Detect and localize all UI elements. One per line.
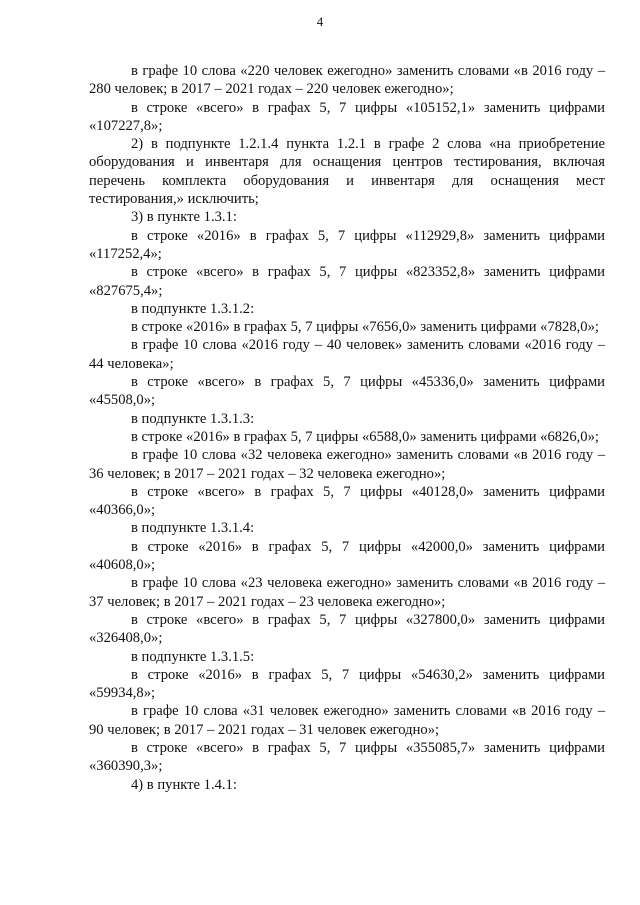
paragraph: в графе 10 слова «23 человека ежегодно» заменить словами «в 2016 году – 37 человек; в 2017 – 2021 годах – 23 человека ежегодно»; <box>89 575 605 610</box>
paragraph: в графе 10 слова «2016 году – 40 человек» заменить словами «2016 году – 44 человека»; <box>89 337 605 372</box>
paragraph: в подпункте 1.3.1.2: <box>131 300 255 317</box>
paragraph: в строке «всего» в графах 5, 7 цифры «355085,7» заменить цифрами «360390,3»; <box>89 739 605 775</box>
paragraph: в подпункте 1.3.1.3: <box>131 410 255 427</box>
paragraph: в подпункте 1.3.1.5: <box>131 648 255 665</box>
paragraph: в строке «2016» в графах 5, 7 цифры «42000,0» заменить цифрами «40608,0»; <box>89 538 605 574</box>
paragraph: 2) в подпункте 1.2.1.4 пункта 1.2.1 в графе 2 слова «на приобретение оборудования и инвентаря для оснащения центров тестирования, включая перечень комплекта оборудования и инвентаря для оснащения мест тестирования,» исключить; <box>89 136 605 208</box>
paragraph: в строке «2016» в графах 5, 7 цифры «112929,8» заменить цифрами «117252,4»; <box>89 227 605 262</box>
paragraph: в строке «всего» в графах 5, 7 цифры «45336,0» заменить цифрами «45508,0»; <box>89 374 605 409</box>
paragraph: в графе 10 слова «220 человек ежегодно» заменить словами «в 2016 году – 280 человек; в 2017 – 2021 годах – 220 человек ежегодно»; <box>89 63 605 98</box>
paragraph: в графе 10 слова «31 человек ежегодно» заменить словами «в 2016 году – 90 человек; в 2017 – 2021 годах – 31 человек ежегодно»; <box>89 703 605 738</box>
paragraph: в строке «всего» в графах 5, 7 цифры «105152,1» заменить цифрами «107227,8»; <box>89 99 605 134</box>
paragraph: в строке «2016» в графах 5, 7 цифры «54630,2» заменить цифрами «59934,8»; <box>89 666 605 702</box>
page-number: 4 <box>316 14 324 29</box>
paragraph: в строке «2016» в графах 5, 7 цифры «7656,0» заменить цифрами «7828,0»; <box>131 319 599 336</box>
document-body <box>89 62 605 794</box>
paragraph: в строке «всего» в графах 5, 7 цифры «40128,0» заменить цифрами «40366,0»; <box>89 483 605 519</box>
paragraph: 4) в пункте 1.4.1: <box>131 776 237 793</box>
paragraph: в графе 10 слова «32 человека ежегодно» заменить словами «в 2016 году – 36 человек; в 2017 – 2021 годах – 32 человека ежегодно»; <box>89 447 605 482</box>
paragraph: в подпункте 1.3.1.4: <box>131 520 255 537</box>
paragraph: в строке «всего» в графах 5, 7 цифры «823352,8» заменить цифрами «827675,4»; <box>89 264 605 299</box>
paragraph: в строке «всего» в графах 5, 7 цифры «327800,0» заменить цифрами «326408,0»; <box>89 611 605 647</box>
paragraph: в строке «2016» в графах 5, 7 цифры «6588,0» заменить цифрами «6826,0»; <box>131 428 599 445</box>
paragraph: 3) в пункте 1.3.1: <box>131 209 237 226</box>
